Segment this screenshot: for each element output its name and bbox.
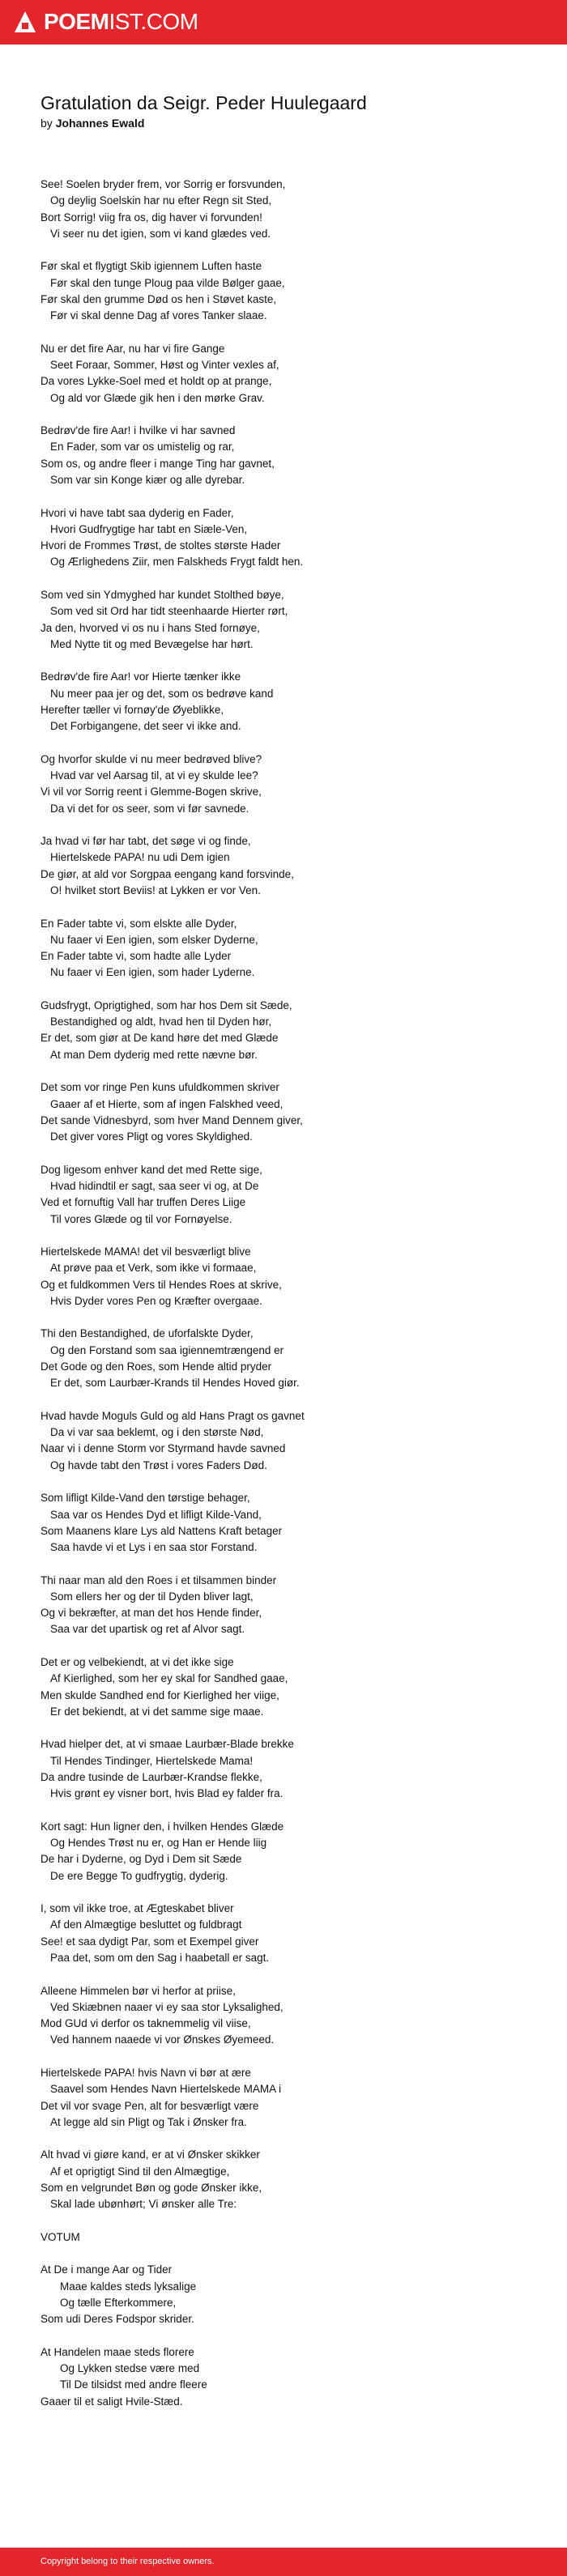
- poem-line: Og vi bekræfter, at man det hos Hende finder,: [40, 1607, 262, 1620]
- poem-stanza: [40, 1490, 543, 1556]
- poem-line: Thi naar man ald den Roes i et tilsammen binder: [40, 1573, 277, 1586]
- poem-stanza: [40, 916, 543, 981]
- poem-line: De har i Dyderne, og Dyd i Dem sit Sæde: [40, 1853, 242, 1866]
- poem-line: Og Ærlighedens Ziir, men Falskheds Frygt faldt hen.: [50, 556, 304, 568]
- poem-line: Da vores Lykke-Soel med et holdt op at prange,: [40, 375, 272, 388]
- poem-line: At legge ald sin Pligt og Tak i Ønsker fra.: [50, 2115, 247, 2128]
- logo-text-bold: POEM: [44, 9, 109, 34]
- poem-line: Ja den, hvorved vi os nu i hans Sted fornøye,: [40, 621, 260, 634]
- poem-line: Hvori de Frommes Trøst, de stoltes største Hader: [40, 539, 281, 552]
- poem-line: Hvis grønt ey visner bort, hvis Blad ey falder fra.: [50, 1787, 284, 1800]
- poem-stanza: [40, 752, 543, 817]
- poem-line: Det er og velbekiendt, at vi det ikke sige: [40, 1656, 234, 1669]
- poem-line: Ja hvad vi før har tabt, det søge vi og finde,: [40, 835, 251, 848]
- poem-line: See! et saa dydigt Par, som et Exempel giver: [40, 1935, 259, 1948]
- poem-stanza: [40, 2065, 543, 2131]
- poem-line: Paa det, som om den Sag i haabetall er sagt.: [50, 1952, 270, 1965]
- poem-line: Naar vi i denne Storm vor Styrmand havde savned: [40, 1442, 286, 1455]
- poem-line: VOTUM: [40, 2230, 80, 2243]
- poem-line: Saavel som Hendes Navn Hiertelskede MAMA i: [50, 2083, 282, 2096]
- poem-line: At prøve paa et Verk, som ikke vi formaae,: [50, 1262, 257, 1275]
- poem-line: Hvori Gudfrygtige har tabt en Siæle-Ven,: [50, 522, 248, 535]
- poem-line: Bedrøv'de fire Aar! i hvilke vi har savned: [40, 424, 236, 437]
- poem-line: Hvad hielper det, at vi smaae Laurbær-Blade brekke: [40, 1738, 294, 1751]
- poem-line: At De i mange Aar og Tider: [40, 2263, 173, 2276]
- poem-title: Gratulation da Seigr. Peder Huulegaard: [40, 92, 367, 113]
- poem-line: Men skulde Sandhed end for Kierlighed her viige,: [40, 1688, 279, 1701]
- copyright-text: Copyright belong to their respective owners.: [40, 2557, 215, 2566]
- poem-line: Som Maanens klare Lys ald Nattens Kraft betager: [40, 1524, 283, 1537]
- poem-line: Med Nytte tit og med Bevægelse har hørt.: [50, 637, 254, 650]
- poem-line: Det Gode og den Roes, som Hende altid pryder: [40, 1360, 272, 1373]
- poem-line: Er det, som Laurbær-Krands til Hendes Hoved giør.: [50, 1377, 300, 1390]
- logo-icon: [15, 11, 36, 32]
- poem-line: Hvad havde Moguls Guld og ald Hans Pragt os gavnet: [40, 1409, 305, 1422]
- poem-stanza: [40, 587, 543, 653]
- poem-line: Da andre tusinde de Laurbær-Krandse flekke,: [40, 1770, 262, 1783]
- poem-line: Og deylig Soelskin har nu efter Regn sit Sted,: [50, 194, 272, 207]
- poem-line: Som os, og andre fleer i mange Ting har gavnet,: [40, 457, 275, 470]
- poem-line: Før vi skal denne Dag af vores Tanker slaae.: [50, 309, 267, 322]
- poem-line: Saa var os Hendes Dyd et lifligt Kilde-Vand,: [50, 1508, 262, 1521]
- poem-line: Til vores Glæde og til vor Fornøyelse.: [50, 1212, 232, 1225]
- poem-line: Bestandighed og aldt, hvad hen til Dyden hør,: [50, 1015, 272, 1028]
- poem-stanza: [40, 1573, 543, 1638]
- poem-line: Det Forbigangene, det seer vi ikke and.: [50, 720, 241, 733]
- poem-line: Før skal den tunge Ploug paa vilde Bølger gaae,: [50, 276, 285, 289]
- poem-stanza: [40, 669, 543, 734]
- byline: [40, 116, 144, 130]
- poem-stanza: [40, 2147, 543, 2212]
- poem-stanza: [40, 258, 543, 324]
- poem-line: Af et oprigtigt Sind til den Almægtige,: [50, 2165, 230, 2178]
- poem-stanza: [40, 1079, 543, 1145]
- poem-line: Vi vil vor Sorrig reent i Glemme-Bogen skrive,: [40, 786, 262, 798]
- poem-line: Det sande Vidnesbyrd, som hver Mand Dennem giver,: [40, 1113, 303, 1126]
- poem-line: O! hvilket stort Beviis! at Lykken er vor Ven.: [50, 884, 261, 896]
- poem-line: Før skal den grumme Død os hen i Støvet kaste,: [40, 292, 277, 305]
- poem-line: Gudsfrygt, Oprigtighed, som har hos Dem sit Sæde,: [40, 998, 292, 1011]
- poem-line: Dog ligesom enhver kand det med Rette sige,: [40, 1163, 262, 1176]
- poem-line: Nu meer paa jer og det, som os bedrøve kand: [50, 687, 274, 700]
- poem-line: Hvori vi have tabt saa dyderig en Fader,: [40, 506, 234, 519]
- poem-line: Saa var det upartisk og ret af Alvor sagt.: [50, 1623, 245, 1636]
- poem-line: Maae kaldes steds lyksalige: [60, 2280, 197, 2293]
- poem-line: Hvad var vel Aarsag til, at vi ey skulde lee?: [50, 769, 258, 782]
- poem-line: Hvis Dyder vores Pen og Kræfter overgaae.: [50, 1294, 262, 1307]
- poem-line: Skal lade ubønhørt; Vi ønsker alle Tre:: [50, 2198, 237, 2211]
- poem-line: Og hvorfor skulde vi nu meer bedrøved blive?: [40, 752, 262, 765]
- poem-stanza: [40, 423, 543, 488]
- poem-line: De giør, at ald vor Sorgpaa eengang kand forsvinde,: [40, 867, 294, 880]
- poem-stanza: [40, 1326, 543, 1391]
- poem-stanza: [40, 1162, 543, 1228]
- poem-stanza: [40, 1819, 543, 1884]
- poem-line: Nu faaer vi Een igien, som elsker Dyderne,: [50, 933, 258, 946]
- poem-line: Herefter tæller vi fornøy'de Øyeblikke,: [40, 703, 224, 716]
- poem-stanza: [40, 1983, 543, 2049]
- poem-stanza: [40, 1736, 543, 1802]
- poem-line: Ved Skiæbnen naaer vi ey saa stor Lyksalighed,: [50, 2000, 284, 2013]
- poem-stanza: [40, 1244, 543, 1309]
- poem-line: En Fader tabte vi, som elskte alle Dyder,: [40, 917, 237, 930]
- poem-line: Bedrøv'de fire Aar! vor Hierte tænker ikke: [40, 671, 241, 683]
- poem-stanza: [40, 1654, 543, 1720]
- poem-line: Da vi var saa beklemt, og i den største Nød,: [50, 1426, 264, 1439]
- poem-line: En Fader, som var os umistelig og rar,: [50, 441, 235, 453]
- poem-line: Og havde tabt den Trøst i vores Faders Død.: [50, 1458, 267, 1471]
- top-bar: [0, 0, 567, 45]
- logo-text-light: IST.COM: [109, 9, 198, 34]
- by-label: by: [40, 117, 53, 130]
- poem-line: Som udi Deres Fodspor skrider.: [40, 2313, 194, 2326]
- poem-line: Af den Almægtige besluttet og fuldbragt: [50, 1918, 242, 1931]
- poem-line: Som lifligt Kilde-Vand den tørstige behager,: [40, 1492, 250, 1505]
- poem-line: Og Lykken stedse være med: [60, 2361, 200, 2374]
- poem-line: At man Dem dyderig med rette nævne bør.: [50, 1048, 258, 1061]
- poem-line: See! Soelen bryder frem, vor Sorrig er forsvunden,: [40, 178, 286, 190]
- poem-line: Som ved sit Ord har tidt steenhaarde Hierter rørt,: [50, 605, 288, 618]
- poem-line: De ere Begge To gudfrygtig, dyderig.: [50, 1869, 228, 1882]
- poem-stanza: [40, 1901, 543, 1966]
- poem-line: Som ellers her og der til Dyden bliver lagt,: [50, 1590, 254, 1603]
- poem-line: Alleene Himmelen bør vi herfor at priise,: [40, 1984, 236, 1997]
- poem-stanza: [40, 505, 543, 571]
- logo-text: [44, 9, 198, 35]
- poem-line: Nu faaer vi Een igien, som hader Lyderne.: [50, 966, 255, 979]
- poem-line: Og et fuldkommen Vers til Hendes Roes at skrive,: [40, 1278, 282, 1291]
- poem-stanza: [40, 998, 543, 1063]
- poem-line: I, som vil ikke troe, at Ægteskabet bliver: [40, 1902, 234, 1915]
- poem-line: Og Hendes Trøst nu er, og Han er Hende liig: [50, 1837, 267, 1850]
- poem-line: Og ald vor Glæde gik hen i den mørke Grav.: [50, 391, 265, 404]
- poem-stanza: [40, 177, 543, 242]
- poem-stanza: [40, 1408, 543, 1474]
- poem-stanza: [40, 833, 543, 899]
- poem-line: At Handelen maae steds florere: [40, 2345, 194, 2358]
- poem-line: Nu er det fire Aar, nu har vi fire Gange: [40, 342, 225, 355]
- poem-line: Hvad hidindtil er sagt, saa seer vi og, at De: [50, 1179, 259, 1192]
- poem-line: Til De tilsidst med andre fleere: [60, 2378, 207, 2391]
- poem-line: Kort sagt: Hun ligner den, i hvilken Hendes Glæde: [40, 1820, 284, 1833]
- poem-line: Saa havde vi et Lys i en saa stor Forstand.: [50, 1541, 258, 1554]
- poem-stanza: [40, 2229, 543, 2246]
- poem-line: Ved et fornuftig Vall har truffen Deres Liige: [40, 1196, 246, 1209]
- poem-line: Hiertelskede PAPA! nu udi Dem igien: [50, 851, 230, 864]
- poem-line: Vi seer nu det igien, som vi kand glædes ved.: [50, 227, 271, 240]
- poem-line: Gaaer til et saligt Hvile-Stæd.: [40, 2395, 183, 2408]
- poem-line: Som en velgrundet Bøn og gode Ønsker ikke,: [40, 2181, 262, 2194]
- poem-line: Som ved sin Ydmyghed har kundet Stolthed bøye,: [40, 588, 284, 601]
- poem-line: Og tælle Efterkommere,: [60, 2296, 177, 2309]
- author-name[interactable]: Johannes Ewald: [55, 117, 145, 130]
- poem-stanza: [40, 341, 543, 407]
- poem-line: Alt hvad vi giøre kand, er at vi Ønsker skikker: [40, 2148, 260, 2161]
- poem-line: Før skal et flygtigt Skib igiennem Luften haste: [40, 260, 262, 273]
- poem-line: Hiertelskede PAPA! hvis Navn vi bør at ære: [40, 2066, 251, 2079]
- poem-line: Ved hannem naaede vi vor Ønskes Øyemeed.: [50, 2033, 275, 2046]
- poem-line: Det giver vores Pligt og vores Skyldighed.: [50, 1130, 253, 1143]
- poem-line: Thi den Bestandighed, de uforfalskte Dyder,: [40, 1327, 254, 1340]
- poem-line: Da vi det for os seer, som vi før savnede.: [50, 802, 249, 815]
- poem-line: Gaaer af et Hierte, som af ingen Falskhed veed,: [50, 1097, 284, 1110]
- poem-line: Mod GUd vi derfor os taknemmelig vil viise,: [40, 2017, 251, 2030]
- poem-body: [40, 177, 543, 2426]
- poem-line: Som var sin Konge kiær og alle dyrebar.: [50, 474, 245, 487]
- poem-line: Er det, som giør at De kand høre det med Glæde: [40, 1032, 279, 1045]
- poem-line: Til Hendes Tindinger, Hiertelskede Mama!: [50, 1754, 254, 1767]
- poem-line: Bort Sorrig! viig fra os, dig haver vi forvunden!: [40, 211, 262, 224]
- poem-line: Det som vor ringe Pen kuns ufuldkommen skriver: [40, 1081, 279, 1094]
- poem-line: Af Kierlighed, som her ey skal for Sandhed gaae,: [50, 1672, 288, 1685]
- poem-line: En Fader tabte vi, som hadte alle Lyder: [40, 950, 232, 963]
- poem-line: Hiertelskede MAMA! det vil besværligt blive: [40, 1245, 251, 1258]
- site-logo[interactable]: [15, 9, 198, 35]
- poem-line: Seet Foraar, Sommer, Høst og Vinter vexles af,: [50, 359, 279, 372]
- poem-line: Er det bekiendt, at vi det samme sige maae.: [50, 1705, 264, 1718]
- poem-stanza: [40, 2344, 543, 2410]
- poem-line: Og den Forstand som saa igiennemtrængend er: [50, 1343, 284, 1356]
- footer-bar: [0, 2548, 567, 2576]
- poem-line: Det vil vor svage Pen, alt for besværligt være: [40, 2099, 259, 2112]
- poem-stanza: [40, 2262, 543, 2327]
